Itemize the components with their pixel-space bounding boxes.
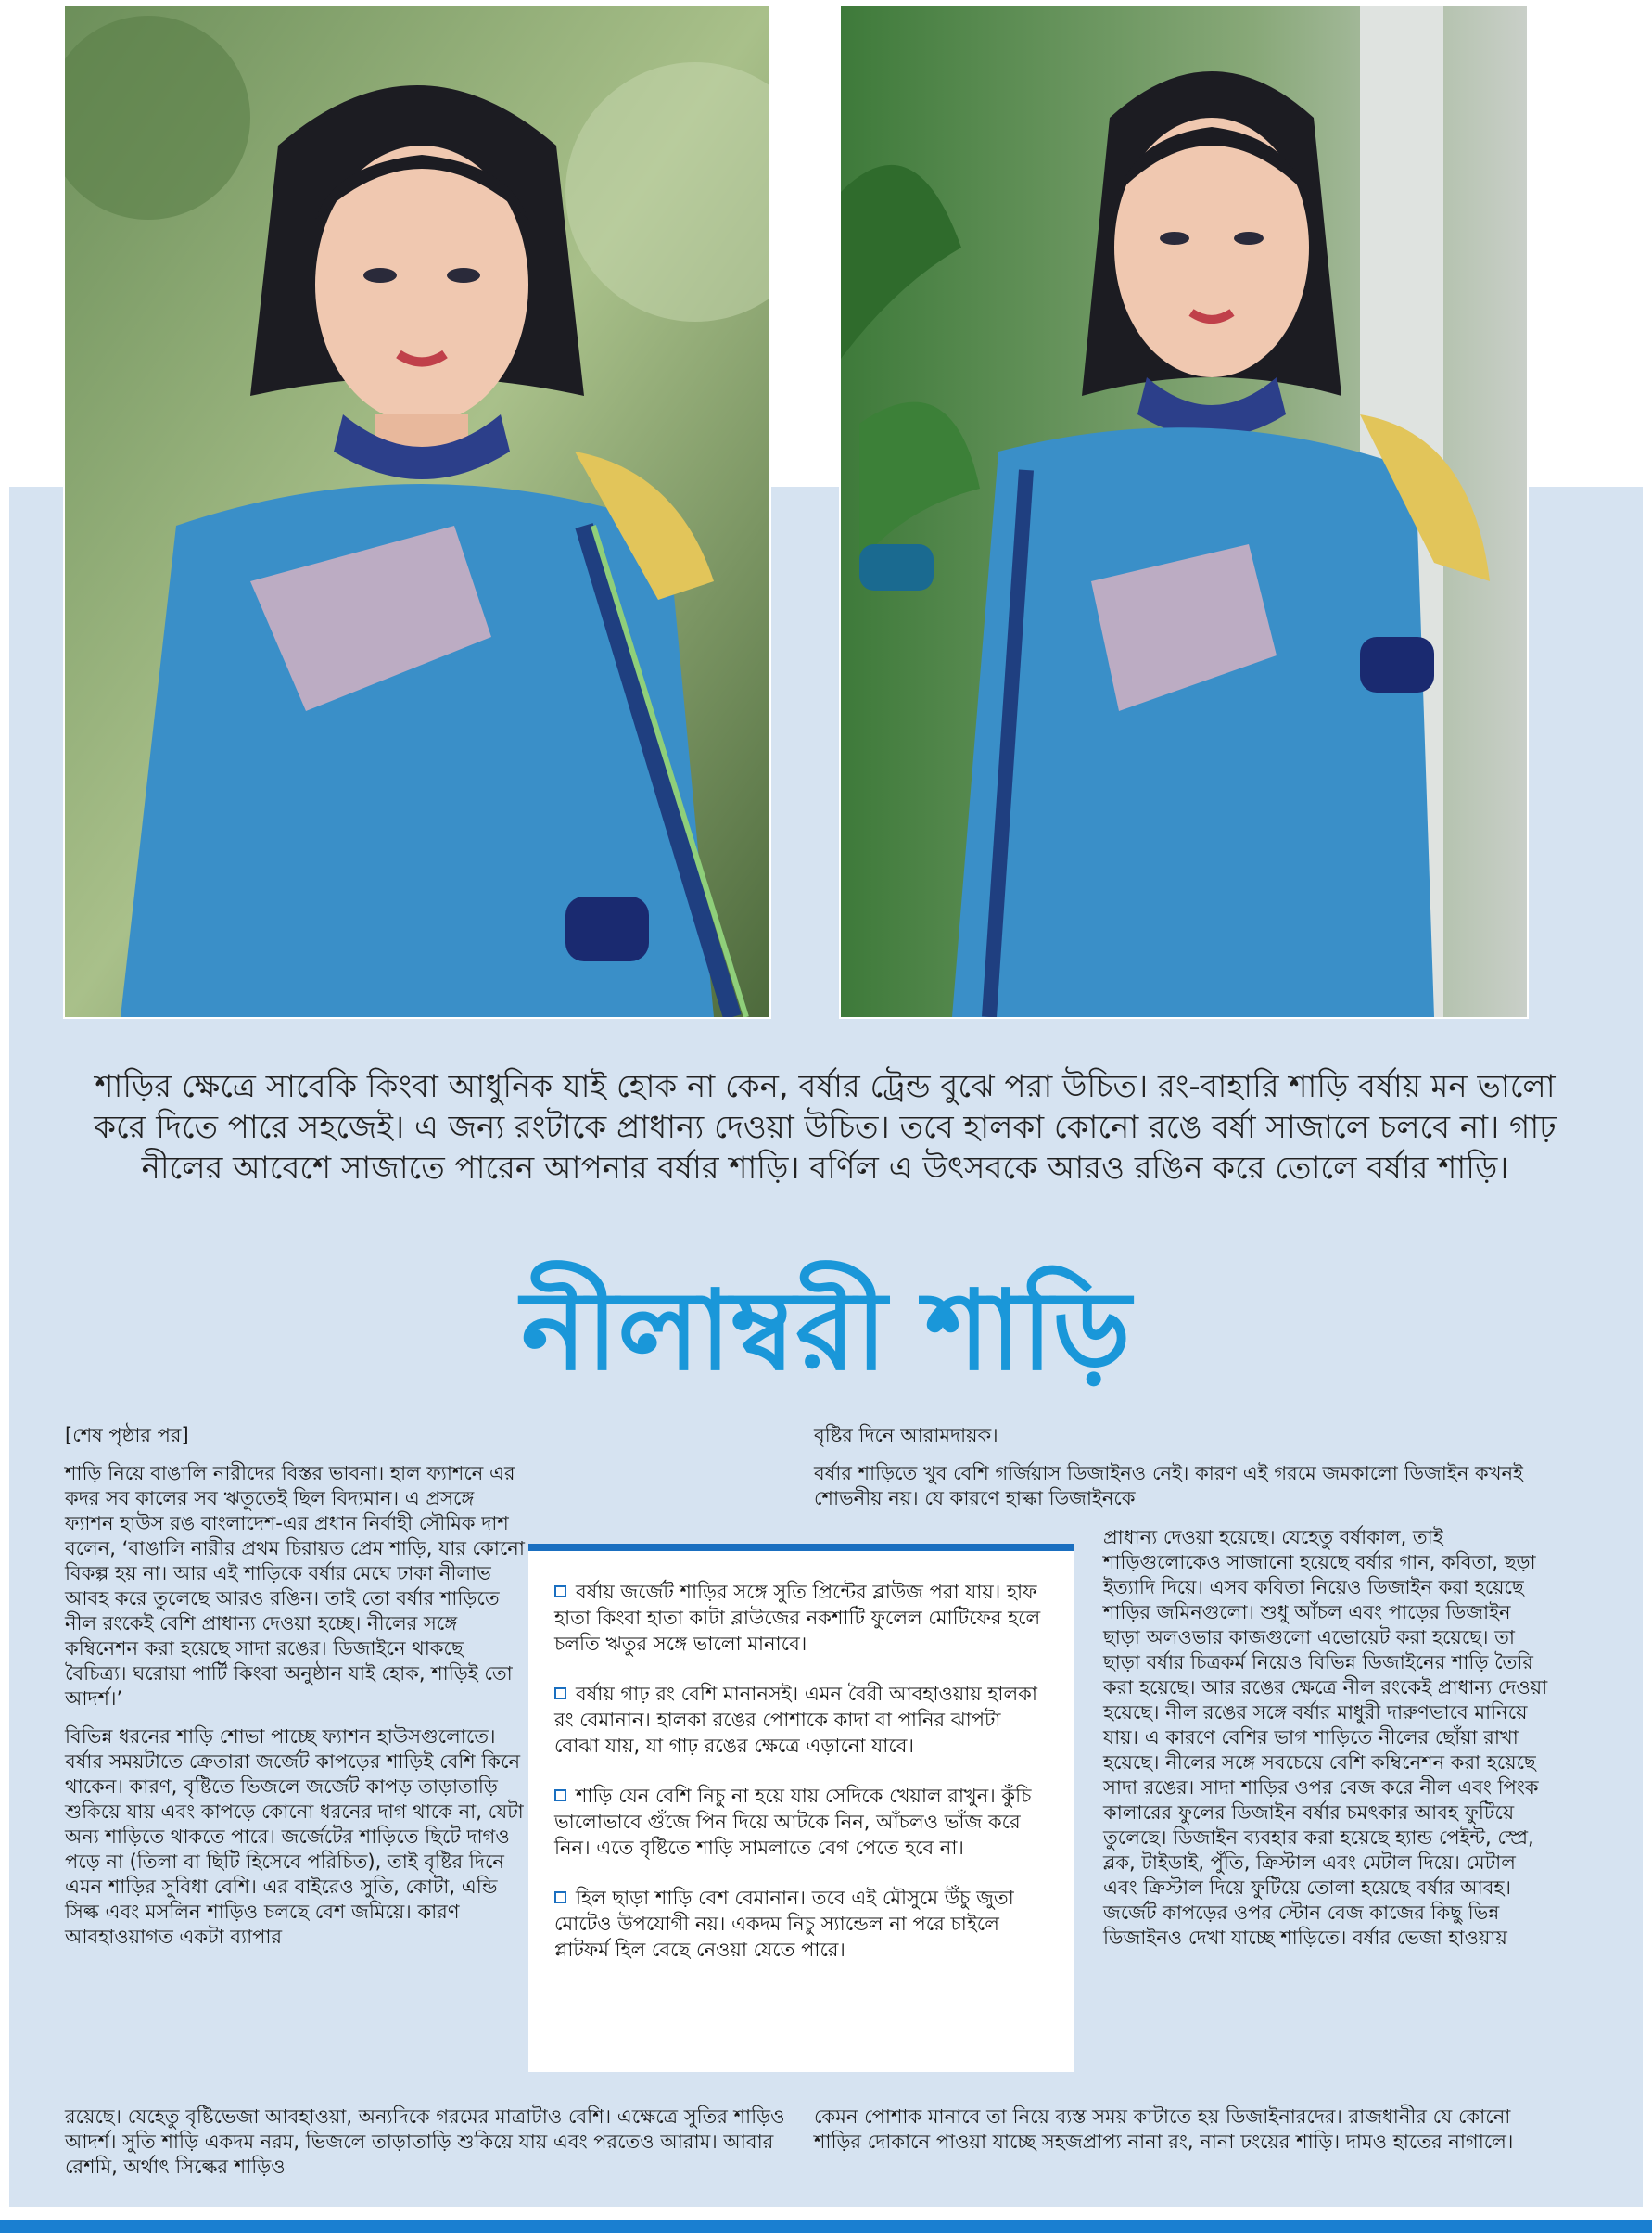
intro-paragraph: শাড়ির ক্ষেত্রে সাবেকি কিংবা আধুনিক যাই হোক না কেন, বর্ষার ট্রেন্ড বুঝে পরা উচিত। রং-বাহারি শাড়ি বর্ষায় মন ভালো করে দিতে পারে সহজেই। এ জন্য রংটাকে প্রাধান্য দেওয়া উচিত। তবে হালকা কোনো রঙে বর্ষা সাজালে চলবে না। গাঢ় নীলের আবেশে সাজাতে পারেন আপনার বর্ষার শাড়ি। বর্ণিল এ উৎসবকে আরও রঙিন করে তোলে বর্ষার শাড়ি। — [94, 1068, 1557, 1187]
left-paragraph-1: শাড়ি নিয়ে বাঙালি নারীদের বিস্তর ভাবনা। হাল ফ্যাশনে এর কদর সব কালের সব ঋতুতেই ছিল বিদ্যমান। এ প্রসঙ্গে ফ্যাশন হাউস রঙ বাংলাদেশ-এর প্রধান নির্বাহী সৌমিক দাশ বলেন, ‘বাঙালি নারীর প্রথম চিরায়ত প্রেম শাড়ি, যার কোনো বিকল্প হয় না। আর এই শাড়িকে বর্ষার মেঘে ঢাকা নীলাভ আবহ করে তুলেছে আরও রঙিন। তাই তো বর্ষার শাড়িতে নীল রংকেই বেশি প্রাধান্য দেওয়া হচ্ছে। নীলের সঙ্গে কম্বিনেশন করা হয়েছে সাদা রঙের। ডিজাইনে থাকছে বৈচিত্র্য। ঘরোয়া পার্টি কিংবা অনুষ্ঠান যাই হোক, শাড়িই তো আদর্শ।’ — [65, 1462, 525, 1710]
square-bullet-icon — [554, 1891, 566, 1903]
bottom-color-bar — [0, 2220, 1652, 2233]
tips-box — [528, 1544, 1074, 2072]
right-column — [1103, 1525, 1548, 1964]
square-bullet-icon — [554, 1687, 566, 1699]
tip-item: বর্ষায় গাঢ় রং বেশি মানানসই। এমন বৈরী আবহাওয়ায় হালকা রং বেমানান। হালকা রঙের পোশাকে কাদা বা পানির ঝাপটা বোঝা যায়, যা গাঢ় রঙের ক্ষেত্রে এড়ানো যাবে। — [554, 1683, 1037, 1757]
continued-note: [শেষ পৃষ্ঠার পর] — [65, 1424, 189, 1446]
square-bullet-icon — [554, 1789, 566, 1801]
right-paragraph-4: কেমন পোশাক মানাবে তা নিয়ে ব্যস্ত সময় কাটাতে হয় ডিজাইনারদের। রাজধানীর যে কোনো শাড়ির দোকানে পাওয়া যাচ্ছে সহজপ্রাপ্য নানা রং, নানা ঢংয়ের শাড়ি। দামও হাতের নাগালে। — [814, 2105, 1514, 2153]
model-photo-right — [839, 5, 1529, 1019]
tip-item: হিল ছাড়া শাড়ি বেশ বেমানান। তবে এই মৌসুমে উঁচু জুতা মোটেও উপযোগী নয়। একদম নিচু স্যান্ডেল না পরে চাইলে প্লাটফর্ম হিল বেছে নেওয়া যেতে পারে। — [554, 1887, 1014, 1961]
right-column-bottom — [814, 2105, 1546, 2168]
right-column-top — [814, 1423, 1546, 1524]
left-paragraph-3: রয়েছে। যেহেতু বৃষ্টিভেজা আবহাওয়া, অন্যদিকে গরমের মাত্রাটাও বেশি। এক্ষেত্রে সুতির শাড়িও আদর্শ। সুতি শাড়ি একদম নরম, ভিজলে তাড়াতাড়ি শুকিয়ে যায় এবং পরতেও আরাম। আবার রেশমি, অর্থাৎ সিল্কের শাড়িও — [65, 2105, 785, 2178]
model-photo-left — [63, 5, 771, 1019]
left-paragraph-2: বিভিন্ন ধরনের শাড়ি শোভা পাচ্ছে ফ্যাশন হাউসগুলোতে। বর্ষার সময়টাতে ক্রেতারা জর্জেট কাপড়ের শাড়িই বেশি কিনে থাকেন। কারণ, বৃষ্টিতে ভিজলে জর্জেট কাপড় তাড়াতাড়ি শুকিয়ে যায় এবং কাপড়ে কোনো ধরনের দাগ থাকে না, যেটা অন্য শাড়িতে থাকতে পারে। জর্জেটের শাড়িতে ছিটে দাগও পড়ে না (তিলা বা ছিটি হিসেবে পরিচিত), তাই বৃষ্টির দিনে এমন শাড়ির সুবিধা বেশি। এর বাইরেও সুতি, কোটা, এন্ডি সিল্ক এবং মসলিন শাড়িও চলছে বেশ জমিয়ে। কারণ আবহাওয়াগত একটা ব্যাপার — [65, 1725, 524, 1948]
right-paragraph-3: প্রাধান্য দেওয়া হয়েছে। যেহেতু বর্ষাকাল, তাই শাড়িগুলোকেও সাজানো হয়েছে বর্ষার গান, কবিতা, ছড়া ইত্যাদি দিয়ে। এসব কবিতা নিয়েও ডিজাইন করা হয়েছে শাড়ির জমিনগুলো। শুধু আঁচল এবং পাড়ের ডিজাইন ছাড়া অলওভার কাজগুলো এভোয়েট করা হয়েছে। তা ছাড়া বর্ষার চিত্রকর্ম নিয়েও বিভিন্ন ডিজাইনের শাড়ি তৈরি করা হয়েছে। আর রঙের ক্ষেত্রে নীল রংকেই প্রাধান্য দেওয়া হয়েছে। নীল রঙের সঙ্গে বর্ষার মাধুরী দারুণভাবে মানিয়ে যায়। এ কারণে বেশির ভাগ শাড়িতে নীলের ছোঁয়া রাখা হয়েছে। নীলের সঙ্গে সবচেয়ে বেশি কম্বিনেশন করা হয়েছে সাদা রঙের। সাদা শাড়ির ওপর বেজ করে নীল এবং পিংক কালারের ফুলের ডিজাইন বর্ষার চমৎকার আবহ ফুটিয়ে তুলেছে। ডিজাইন ব্যবহার করা হয়েছে হ্যান্ড পেইন্ট, স্প্রে, ব্লক, টাইডাই, পুঁতি, ক্রিস্টাল এবং মেটাল দিয়ে। মেটাল এবং ক্রিস্টাল দিয়ে ফুটিয়ে তোলা হয়েছে বর্ষার আবহ। জর্জেট কাপড়ের ওপর স্টোন বেজ কাজের কিছু ভিন্ন ডিজাইনও দেখা যাচ্ছে শাড়িতে। বর্ষার ভেজা হাওয়ায় — [1103, 1526, 1548, 1949]
square-bullet-icon — [554, 1585, 566, 1597]
right-paragraph-2: বর্ষার শাড়িতে খুব বেশি গর্জিয়াস ডিজাইনও নেই। কারণ এই গরমে জমকালো ডিজাইন কখনই শোভনীয় নয়। যে কারণে হাল্কা ডিজাইনকে — [814, 1462, 1523, 1509]
right-paragraph-1: বৃষ্টির দিনে আরামদায়ক। — [814, 1424, 998, 1446]
tip-item: শাড়ি যেন বেশি নিচু না হয়ে যায় সেদিকে খেয়াল রাখুন। কুঁচি ভালোভাবে গুঁজে পিন দিয়ে আটকে নিন, আঁচলও ভাঁজ করে নিন। এতে বৃষ্টিতে শাড়ি সামলাতে বেগ পেতে হবে না। — [554, 1785, 1032, 1859]
left-column — [65, 1423, 528, 1963]
tip-item: বর্ষায় জর্জেট শাড়ির সঙ্গে সুতি প্রিন্টের ব্লাউজ পরা যায়। হাফ হাতা কিংবা হাতা কাটা ব্লাউজের নকশাটি ফুলেল মোটিফের হলে চলতি ঋতুর সঙ্গে ভালো মানাবে। — [554, 1581, 1041, 1655]
article-title: নীলাম্বরী শাড়ি — [521, 1266, 1131, 1394]
left-column-bottom — [65, 2105, 807, 2193]
